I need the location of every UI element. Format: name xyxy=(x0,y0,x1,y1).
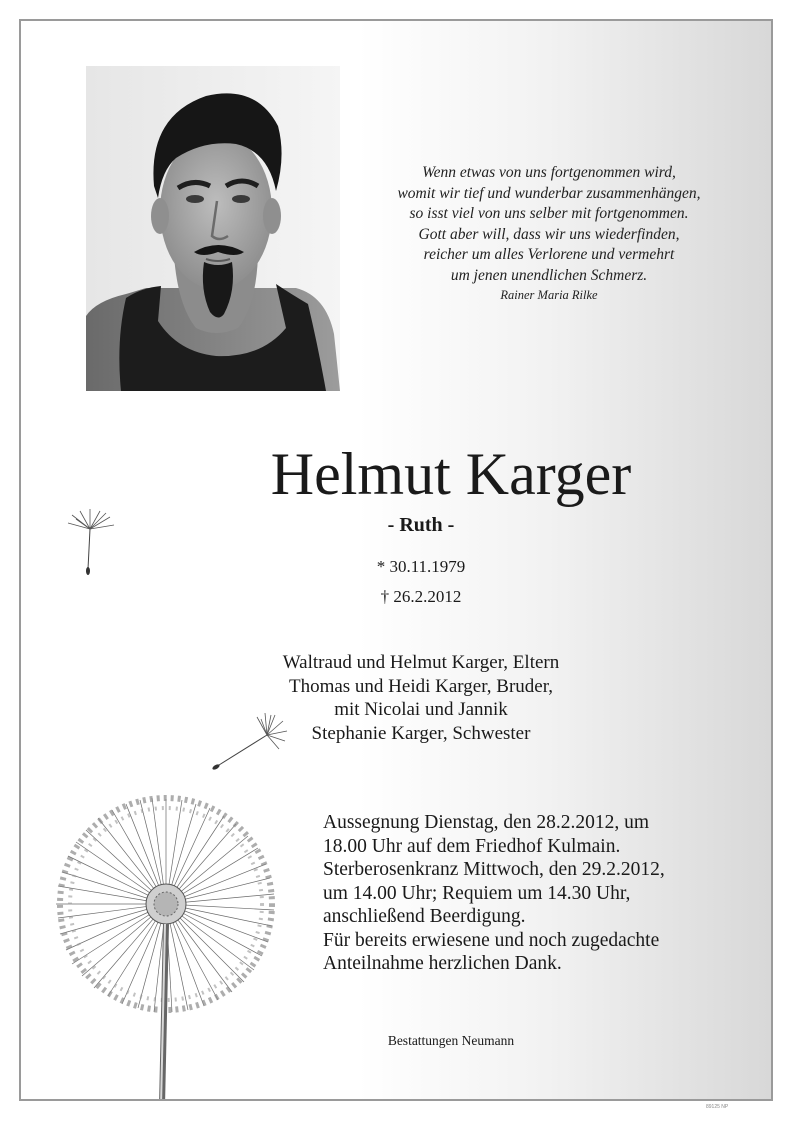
poem-line: so isst viel von uns selber mit fortgenommen. xyxy=(409,205,689,222)
mourner-line: Stephanie Karger, Schwester xyxy=(311,722,531,744)
service-line: Aussegnung Dienstag, den 28.2.2012, um xyxy=(323,812,650,833)
birth-date: * 30.11.1979 xyxy=(376,557,466,576)
deceased-nickname: - Ruth - xyxy=(387,514,455,536)
mourner-line: Thomas und Heidi Karger, Bruder, xyxy=(288,675,554,697)
dandelion-seed-icon xyxy=(66,509,116,579)
funeral-home: Bestattungen Neumann xyxy=(387,1033,515,1048)
service-line: anschließend Beerdigung. xyxy=(323,906,526,927)
notice-frame xyxy=(19,19,773,1101)
portrait-photo xyxy=(86,66,340,391)
service-line: Für bereits erwiesene und noch zugedachte xyxy=(323,929,660,951)
portrait-illustration xyxy=(86,66,340,391)
poem-quote xyxy=(351,163,747,304)
footer-code: 89125 NP xyxy=(706,1104,729,1110)
mourner-line: mit Nicolai und Jannik xyxy=(334,699,508,720)
service-details xyxy=(323,811,723,976)
poem-line: Gott aber will, dass wir uns wiederfinden, xyxy=(418,225,680,243)
poem-line: Wenn etwas von uns fortgenommen wird, xyxy=(422,164,676,181)
poem-line: womit wir tief und wunderbar zusammenhängen, xyxy=(397,184,701,202)
poem-line: um jenen unendlichen Schmerz. xyxy=(450,266,648,284)
deceased-name: Helmut Karger xyxy=(270,441,632,507)
dandelion-icon xyxy=(36,786,301,1101)
service-line: um 14.00 Uhr; Requiem um 14.30 Uhr, xyxy=(323,882,631,904)
poem-line: reicher um alles Verlorene und vermehrt xyxy=(423,246,675,263)
dandelion-seed-icon xyxy=(209,713,289,773)
service-line: 18.00 Uhr auf dem Friedhof Kulmain. xyxy=(323,835,621,857)
death-date: † 26.2.2012 xyxy=(380,587,462,606)
poem-author: Rainer Maria Rilke xyxy=(500,288,598,302)
mourner-line: Waltraud und Helmut Karger, Eltern xyxy=(282,652,560,673)
service-line: Sterberosenkranz Mittwoch, den 29.2.2012, xyxy=(323,859,665,880)
service-line: Anteilnahme herzlichen Dank. xyxy=(323,953,562,974)
